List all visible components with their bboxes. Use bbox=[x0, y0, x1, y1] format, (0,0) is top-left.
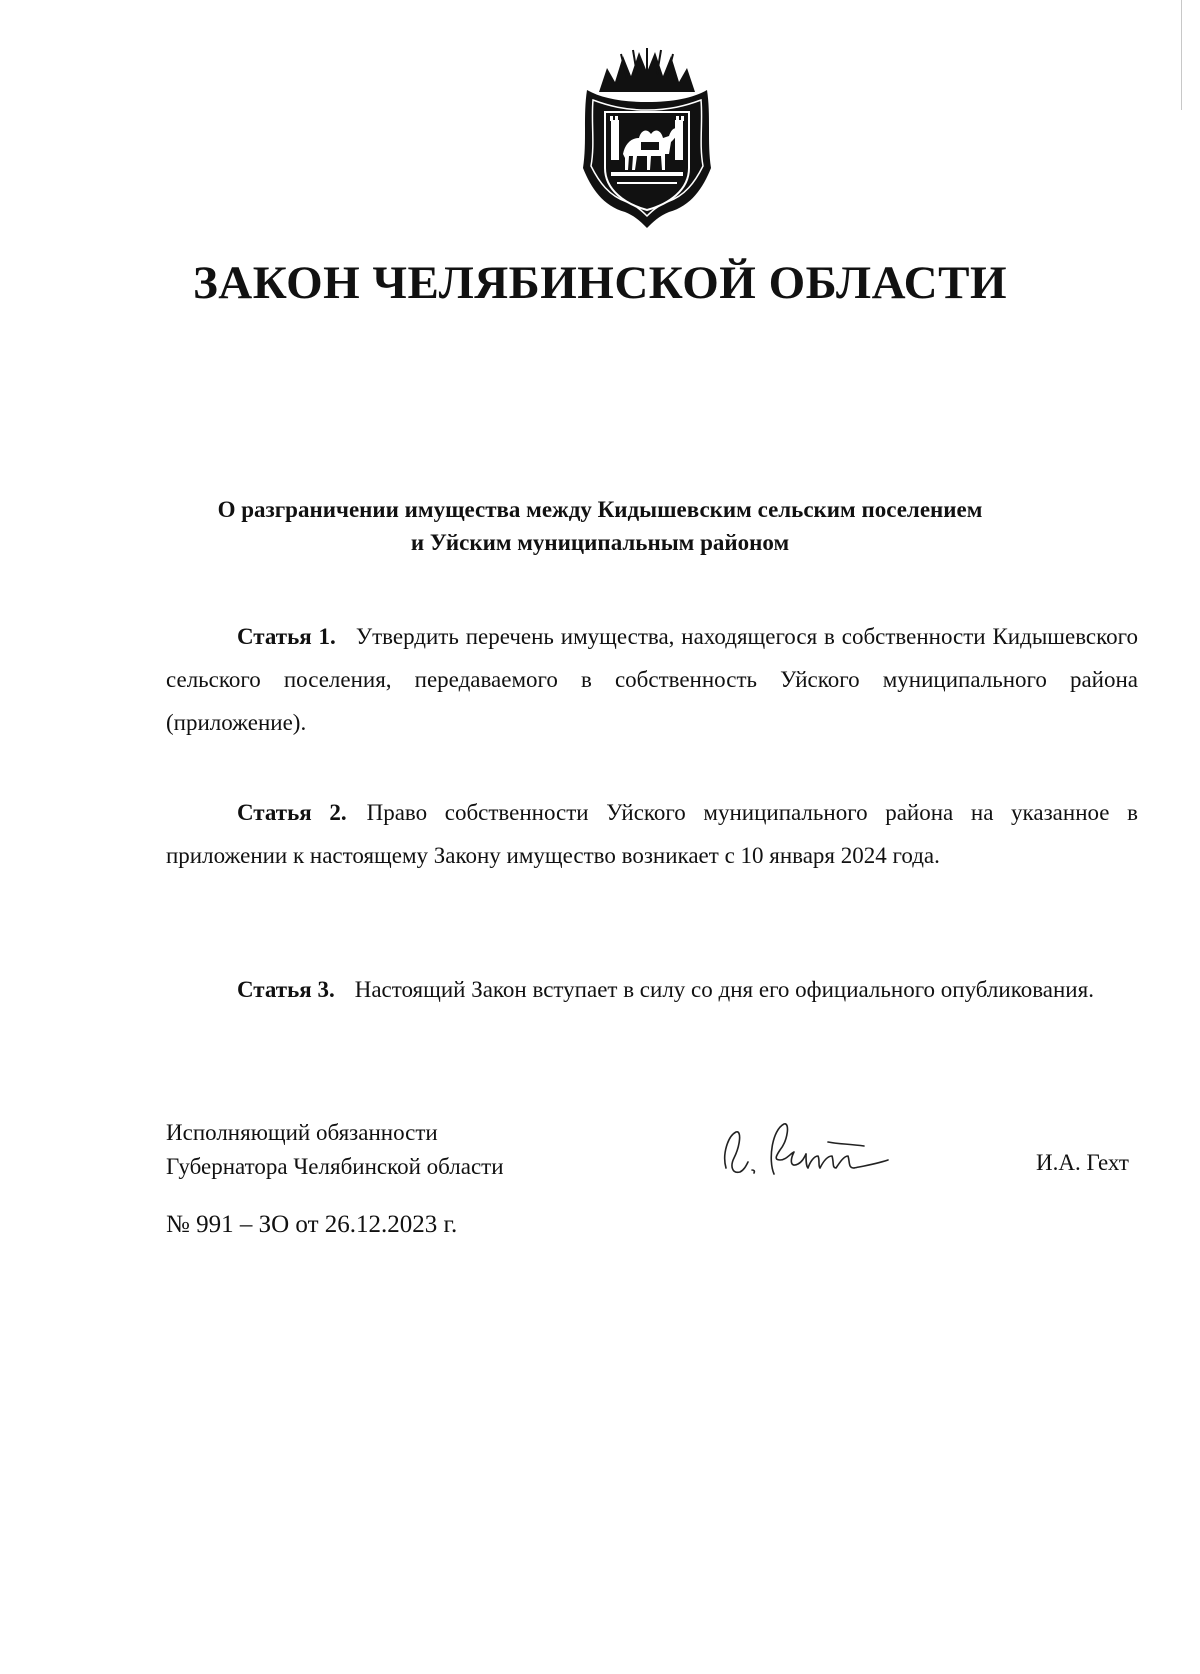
article-1 bbox=[166, 615, 1138, 744]
document-number-date: № 991 – ЗО от 26.12.2023 г. bbox=[166, 1211, 458, 1238]
signer-title-line-1: Исполняющий обязанности bbox=[166, 1120, 438, 1145]
handwritten-signature bbox=[718, 1116, 908, 1191]
article-2-label: Статья 2. bbox=[237, 800, 347, 825]
signer-title-line-2: Губернатора Челябинской области bbox=[166, 1154, 504, 1179]
document-title: ЗАКОН ЧЕЛЯБИНСКОЙ ОБЛАСТИ bbox=[192, 257, 1008, 309]
subject-line-2: и Уйским муниципальным районом bbox=[410, 530, 790, 555]
document-subject bbox=[150, 493, 1050, 559]
scan-edge-line bbox=[1181, 0, 1182, 110]
article-1-label: Статья 1. bbox=[237, 624, 336, 649]
signer-name: И.А. Гехт bbox=[1036, 1150, 1129, 1175]
coat-of-arms-icon bbox=[577, 46, 717, 230]
article-2-text: Право собственности Уйского муниципального района на указанное в приложении к настоящему Закону имущество возникает с 10 января 2024 года. bbox=[166, 800, 1138, 868]
subject-line-1: О разграничении имущества между Кидышевским сельским поселением bbox=[217, 497, 983, 522]
signer-title bbox=[166, 1116, 504, 1184]
article-2 bbox=[166, 791, 1138, 877]
article-3-text: Настоящий Закон вступает в силу со дня его официального опубликования. bbox=[354, 977, 1094, 1002]
article-1-text: Утвердить перечень имущества, находящегося в собственности Кидышевского сельского поселения, передаваемого в собственность Уйского муниципального района (приложение). bbox=[166, 624, 1138, 735]
article-3 bbox=[166, 968, 1138, 1011]
article-3-label: Статья 3. bbox=[237, 977, 335, 1002]
